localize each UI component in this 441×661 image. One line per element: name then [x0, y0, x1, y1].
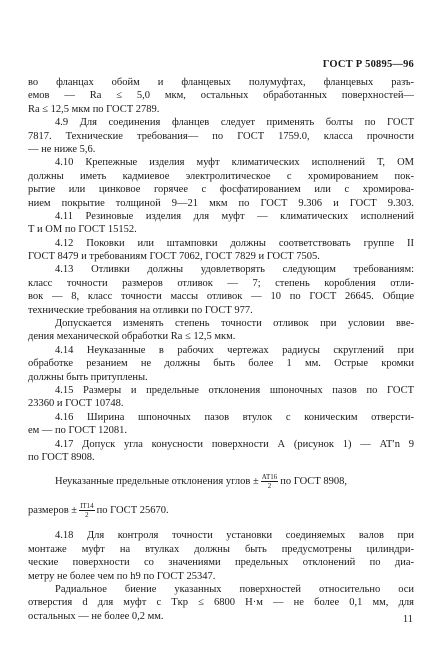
text-line: 23360 и ГОСТ 10748. — [28, 398, 124, 410]
tolerance-sizes-line: размеров ± $\frac{IT14}{2}$ по ГОСТ 25670. — [28, 502, 169, 520]
text-line: 4.12 Поковки или штамповки должны соответствовать группе II — [55, 237, 414, 249]
text-line: емов — Ra ≤ 5,0 мкм, остальных обработанных поверхностей— — [28, 90, 414, 102]
text-line: 4.18 Для контроля точности установки соединяемых валов при — [55, 530, 414, 542]
text-line: во фланцах обойм и фланцевых полумуфтах, фланцевых разъ- — [28, 77, 414, 88]
text-line: 4.14 Неуказанные в рабочих чертежах радиусы скруглений при — [55, 344, 414, 356]
fraction: $\frac{IT14}{2}$ — [80, 502, 94, 520]
text-line: 4.16 Ширина шпоночных пазов втулок с коническим отверсти- — [55, 411, 414, 423]
text-line: Допускается изменять степень точности отливок при условии вве- — [55, 318, 414, 330]
fraction: $\frac{AT16}{2}$ — [261, 473, 278, 491]
text-line: ческие поверхности со значениями предельных отклонений по диа- — [28, 557, 414, 569]
text-line: технические требования на отливки по ГОСТ 977. — [28, 304, 253, 316]
text-line: 4.10 Крепежные изделия муфт климатических исполнений Т, ОМ — [55, 157, 414, 169]
text-line: метру не более чем по h9 по ГОСТ 25347. — [28, 570, 216, 582]
text-line: должны иметь кадмиевое электролитическое с хромированием пок- — [28, 170, 414, 182]
text-line: отверстия d для муфт с Tкр ≤ 6800 Н·м — не более 0,1 мм, для — [28, 597, 414, 609]
text-line: Радиальное биение указанных поверхностей относительно оси — [55, 583, 414, 595]
text-line: — не ниже 5,6. — [28, 143, 96, 155]
document-body — [28, 76, 414, 623]
text-line: 4.9 Для соединения фланцев следует применять болты по ГОСТ — [55, 117, 414, 129]
text-line: класс точности размеров отливок — 7; степень коробления отли- — [28, 277, 414, 289]
text-line: Т и ОМ по ГОСТ 15152. — [28, 224, 137, 236]
text-line: нием покрытие толщиной 9—21 мкм по ГОСТ 9.306 и ГОСТ 9.303. — [28, 197, 414, 209]
text-line: 7817. Технические требования— по ГОСТ 1759.0, класса прочности — [28, 130, 414, 142]
text-line: 4.13 Отливки должны удовлетворять следующим требованиям: — [55, 264, 414, 276]
text-line: вок — 8, класс точности массы отливок — 10 по ГОСТ 26645. Общие — [28, 291, 414, 303]
tolerance-angles-line: Неуказанные предельные отклонения углов ± $\frac{AT16}{2}$ по ГОСТ 8908, — [55, 473, 347, 491]
text-line: Ra ≤ 12,5 мкм по ГОСТ 2789. — [28, 103, 160, 115]
page-header: ГОСТ Р 50895—96 — [322, 59, 414, 70]
text-line: рытие или цинковое горячее с фосфатированием или с хромирова- — [28, 184, 414, 196]
text-line: остальных — не более 0,2 мм. — [28, 610, 164, 622]
text-line: 4.11 Резиновые изделия для муфт — климатических исполнений — [55, 210, 414, 222]
text-line: дения механической обработки Ra ≤ 12,5 мкм. — [28, 331, 236, 343]
text-line: ГОСТ 8479 и требованиям ГОСТ 7062, ГОСТ 7829 и ГОСТ 7505. — [28, 251, 320, 263]
text-line: 4.15 Размеры и предельные отклонения шпоночных пазов по ГОСТ — [55, 384, 414, 396]
text-line: по ГОСТ 8908. — [28, 451, 95, 463]
page-number: 11 — [402, 614, 413, 625]
text-line: обработке резанием не должны быть более 1 мм. Острые кромки — [28, 358, 414, 370]
text-line: монтаже муфт на втулках должны быть предусмотрены цилиндри- — [28, 543, 414, 555]
text-line: ем — по ГОСТ 12081. — [28, 425, 127, 437]
text-line: должны быть притуплены. — [28, 371, 148, 383]
text-line: 4.17 Допуск угла конусности поверхности А (рисунок 1) — AT′n 9 — [55, 438, 414, 450]
